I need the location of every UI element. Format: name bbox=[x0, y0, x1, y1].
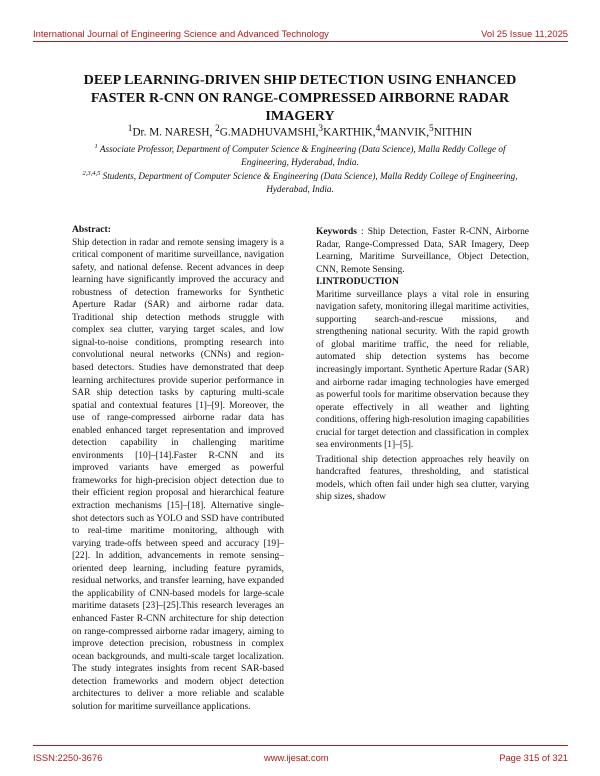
author-list bbox=[40, 124, 560, 139]
author-sup: 1 bbox=[127, 124, 133, 134]
affiliation-text: Students, Department of Computer Science & Engineering (Data Science), Malla Reddy College of Engineering, Hyderabad, India. bbox=[102, 171, 518, 194]
affiliation-sup: 1 bbox=[94, 143, 98, 150]
footer-divider bbox=[33, 745, 568, 746]
author-name: MANVIK, bbox=[380, 126, 430, 139]
left-column bbox=[72, 224, 284, 713]
introduction-paragraph: Traditional ship detection approaches rely heavily on handcrafted features, thresholding, and statistical models, which often fail under high sea clutter, varying ship sizes, shadow bbox=[316, 454, 529, 503]
keywords bbox=[316, 226, 529, 276]
right-column bbox=[316, 224, 529, 504]
journal-header bbox=[33, 28, 568, 39]
author-name: Dr. M. NARESH, bbox=[132, 126, 216, 139]
volume-issue: Vol 25 Issue 11,2025 bbox=[481, 28, 568, 39]
journal-name: International Journal of Engineering Science and Advanced Technology bbox=[33, 28, 329, 39]
abstract-heading: Abstract: bbox=[72, 224, 111, 235]
affiliation-sup: 2,3,4,5 bbox=[82, 170, 101, 177]
author-name: KARTHIK, bbox=[323, 126, 376, 139]
affiliation-2 bbox=[70, 168, 530, 195]
author-sup: 3 bbox=[318, 124, 324, 134]
journal-url: www.ijesat.com bbox=[264, 752, 329, 763]
author-sup: 4 bbox=[375, 124, 381, 134]
author-sup: 2 bbox=[215, 124, 220, 134]
keywords-text: : Ship Detection, Faster R-CNN, Airborne Radar, Range-Compressed Data, SAR Imagery, Deep Learning, Maritime Surveillance, Object Detection, CNN, Remote Sensing. bbox=[316, 227, 529, 275]
introduction-heading: I.INTRODUCTION bbox=[316, 276, 399, 288]
author-name: G.MADHUVAMSHI, bbox=[219, 126, 319, 139]
affiliation-text: Associate Professor, Department of Computer Science & Engineering (Data Science), Malla Reddy College of Engineering, Hyderabad, India. bbox=[99, 144, 506, 167]
header-divider bbox=[33, 41, 568, 42]
page-footer bbox=[33, 752, 568, 763]
author-name: NITHIN bbox=[433, 126, 473, 139]
author-sup: 5 bbox=[429, 124, 434, 134]
introduction-paragraph: Maritime surveillance plays a vital role in ensuring navigation safety, monitoring illegal maritime activities, supporting search-and-rescue missions, and strengthening national security. With the rapid growth of global maritime traffic, the need for reliable, automated ship detection systems has become increasingly important. Synthetic Aperture Radar (SAR) and airborne radar imaging technologies have emerged as powerful tools for maritime observation because they operate effectively in all weather and lighting conditions, offering high-resolution imaging capabilities crucial for target detection and classification in complex sea environments [1]–[5]. bbox=[316, 289, 529, 451]
page-number: Page 315 of 321 bbox=[499, 752, 568, 763]
keywords-label: Keywords bbox=[316, 227, 357, 237]
abstract-text: Ship detection in radar and remote sensing imagery is a critical component of maritime surveillance, navigation safety, and national defense. Recent advances in deep learning have significantly improved the accuracy and robustness of detection frameworks for Synthetic Aperture Radar (SAR) and airborne radar data. Traditional ship detection methods struggle with complex sea clutter, varying target scales, and low signal-to-noise conditions, prompting research into convolutional neural networks (CNNs) and region-based detectors. Studies have demonstrated that deep learning architectures provide superior performance in SAR ship detection tasks by capturing multi-scale spatial and contextual features [1]–[9]. Moreover, the use of range-compressed airborne radar data has enabled enhanced target representation and improved detection capability in challenging maritime environments [10]–[14].Faster R-CNN and its improved variants have emerged as powerful frameworks for high-precision object detection due to their efficient region proposal and hierarchical feature extraction mechanisms [15]–[18]. Alternative single-shot detectors such as YOLO and SSD have contributed to real-time maritime monitoring, although with varying trade-offs between speed and accuracy [19]–[22]. In addition, advancements in remote sensing–oriented deep learning, including feature pyramids, residual networks, and transfer learning, have expanded the applicability of CNN-based models for large-scale maritime datasets [23]–[25].This research leverages an enhanced Faster R-CNN architecture for ship detection on range-compressed airborne radar imagery, aiming to improve detection precision, robustness in complex ocean backgrounds, and multi-scale target localization. The study integrates insights from recent SAR-based detection frameworks and modern object detection architectures to deliver a more reliable and scalable solution for maritime surveillance applications. bbox=[72, 237, 284, 712]
affiliation-1 bbox=[70, 141, 530, 168]
paper-title: DEEP LEARNING-DRIVEN SHIP DETECTION USING ENHANCED FASTER R-CNN ON RANGE-COMPRESSED AIRBORNE RADAR IMAGERY bbox=[83, 72, 517, 124]
issn: ISSN:2250-3676 bbox=[33, 752, 103, 763]
